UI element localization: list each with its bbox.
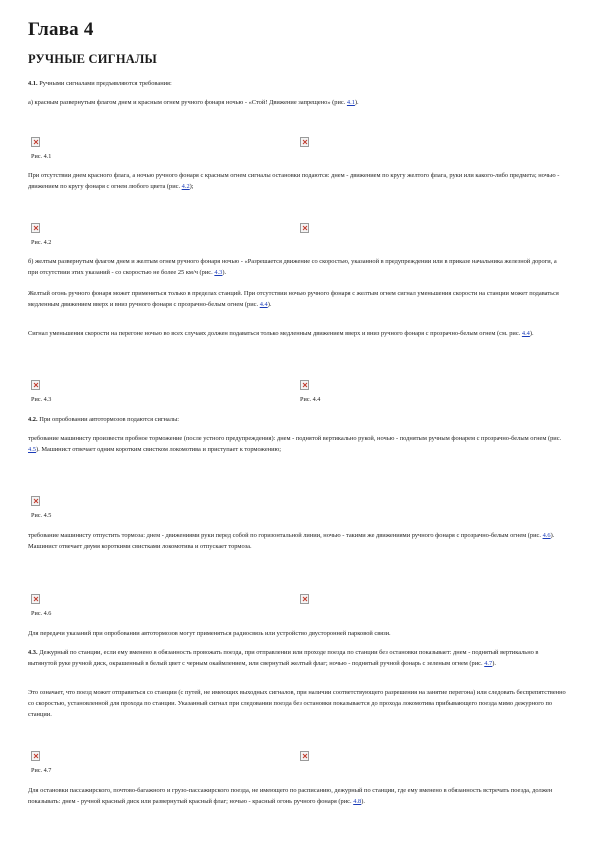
paragraph-test-braking xyxy=(28,433,568,455)
figure-link-4-7[interactable]: 4.7 xyxy=(484,660,493,667)
figure-caption: Рис. 4.3 xyxy=(31,396,52,403)
paragraph-text: ). xyxy=(222,269,227,276)
paragraph-text: Для остановки пассажирского, почтово-багажного и грузо-пассажирского поезда, не имеющего по расписанию, дежурный по станции, где ему вменено в обязанность встречать поезда, должен показывать: днем - ручной красный диск или развернутый красный флаг; ночью - красный огонь ручного фонаря (рис. xyxy=(28,787,553,805)
paragraph-departure-meaning xyxy=(28,687,568,720)
paragraph-no-red-flag xyxy=(28,170,568,192)
paragraph-text: Для передачи указаний при опробовании автотормозов могут применяться радиосвязь или устройство двусторонней парковой связи. xyxy=(28,630,391,637)
paragraph-text: ). xyxy=(267,301,272,308)
broken-image-icon xyxy=(31,223,40,233)
broken-image-icon xyxy=(300,594,309,604)
paragraph-text: Дежурный по станции, если ему вменено в обязанность провожать поезда, при отправлении или проходе поезда по станции без остановки показывает: днем - поднятый вертикально в вытянутой руке ручной диск, окрашенный в белый цвет с черным окаймлением, или свернутый желтый флаг; ночью - поднятый ручной фонарь с зеленым огнем (рис. xyxy=(28,649,539,667)
paragraph-text: ). Машинист отвечает одним коротким свистком локомотива и приступает к торможению; xyxy=(36,446,282,453)
paragraph-text: При отсутствии днем красного флага, а ночью ручного фонаря с красным огнем сигналы остановки подаются: днем - движением по кругу желтого флага, руки или какого-либо предмета; ночью - движением по кругу фонаря с огнем любого цвета (рис. xyxy=(28,172,560,190)
paragraph-text: Сигнал уменьшения скорости на перегоне ночью во всех случаях должен подаваться только медленным движением вверх и вниз ручного фонаря с прозрачно-белым огнем (см. рис. xyxy=(28,330,522,337)
paragraph-text: При опробовании автотормозов подаются сигналы: xyxy=(39,416,180,423)
clause-number: 4.1. xyxy=(28,80,38,87)
clause-number: 4.2. xyxy=(28,416,38,423)
paragraph-speed-reduction xyxy=(28,328,568,339)
paragraph-text: а) красным развернутым флагом днем и красным огнем ручного фонаря ночью - «Стой! Движение запрещено» (рис. xyxy=(28,99,347,106)
clause-number: 4.3. xyxy=(28,649,38,656)
paragraph-text: Ручными сигналами предъявляются требования: xyxy=(39,80,172,87)
figure-caption: Рис. 4.7 xyxy=(31,767,52,774)
figure-caption: Рис. 4.2 xyxy=(31,239,52,246)
figure-caption: Рис. 4.4 xyxy=(300,396,321,403)
paragraph-text: Это означает, что поезд может отправиться со станции (с путей, не имеющих выходных сигналов, при наличии соответствующего разрешения на занятие перегона) или следовать беспрепятственно со скоростью, установленной для прохода по станции. Указанный сигнал при следовании поезда без остановки показывается до прохода локомотива прибывающего поезда мимо дежурного по станции. xyxy=(28,689,566,718)
figure-link-4-8[interactable]: 4.8 xyxy=(353,798,362,805)
paragraph-passenger-stop xyxy=(28,785,568,807)
paragraph-yellow-light xyxy=(28,288,568,310)
paragraph-4-1 xyxy=(28,78,568,89)
figure-link-4-1[interactable]: 4.1 xyxy=(346,99,355,106)
figure-caption: Рис. 4.5 xyxy=(31,512,52,519)
broken-image-icon xyxy=(300,751,309,761)
broken-image-icon xyxy=(31,594,40,604)
paragraph-text: требование машинисту отпустить тормоза: днем - движениями руки перед собой по горизонтальной линии, ночью - такими же движениями ручного фонаря с прозрачно-белым огнем (рис. xyxy=(28,532,543,539)
broken-image-icon xyxy=(300,137,309,147)
figure-link-4-4[interactable]: 4.4 xyxy=(259,301,268,308)
paragraph-text: ). xyxy=(529,330,534,337)
paragraph-text: б) желтым развернутым флагом днем и желтым огнем ручного фонаря ночью - «Разрешается движение со скоростью, указанной в предупреждении или в приказе начальника железной дороги, а при отсутствии этих указаний - со скоростью не более 25 км/ч (рис. xyxy=(28,258,557,276)
broken-image-icon xyxy=(31,751,40,761)
paragraph-text: ). xyxy=(354,99,359,106)
paragraph-release-brakes xyxy=(28,530,568,552)
paragraph-radio xyxy=(28,628,568,639)
paragraph-4-2 xyxy=(28,414,568,425)
paragraph-text: Желтый огонь ручного фонаря может применяться только в пределах станций. При отсутствии ночью ручного фонаря с желтым огнем сигнал уменьшения скорости на станции может подаваться медленным движением вверх и вниз ручного фонаря с прозрачно-белым огнем (рис. xyxy=(28,290,559,308)
chapter-title: Глава 4 xyxy=(28,19,94,40)
paragraph-red-flag xyxy=(28,97,568,108)
paragraph-yellow-flag xyxy=(28,256,568,278)
paragraph-text: ). xyxy=(361,798,365,805)
broken-image-icon xyxy=(31,496,40,506)
broken-image-icon xyxy=(31,137,40,147)
figure-caption: Рис. 4.1 xyxy=(31,153,52,160)
broken-image-icon xyxy=(300,380,309,390)
section-title: РУЧНЫЕ СИГНАЛЫ xyxy=(28,52,157,66)
paragraph-text: требование машинисту произвести пробное торможение (после устного предупреждения): днем - поднятой вертикально рукой, ночью - поднятым ручным фонарем с прозрачно-белым огнем (рис. xyxy=(28,435,562,442)
broken-image-icon xyxy=(300,223,309,233)
figure-link-4-4[interactable]: 4.4 xyxy=(521,330,530,337)
paragraph-4-3 xyxy=(28,647,568,669)
figure-link-4-2[interactable]: 4.2 xyxy=(181,183,190,190)
paragraph-text: ). xyxy=(492,660,496,667)
paragraph-text: ). Машинист отвечает двумя короткими свистками локомотива и отпускает тормоза. xyxy=(28,532,555,550)
figure-caption: Рис. 4.6 xyxy=(31,610,52,617)
figure-link-4-5[interactable]: 4.5 xyxy=(28,446,36,453)
figure-link-4-6[interactable]: 4.6 xyxy=(542,532,551,539)
paragraph-text: ); xyxy=(189,183,194,190)
broken-image-icon xyxy=(31,380,40,390)
figure-link-4-3[interactable]: 4.3 xyxy=(214,269,223,276)
